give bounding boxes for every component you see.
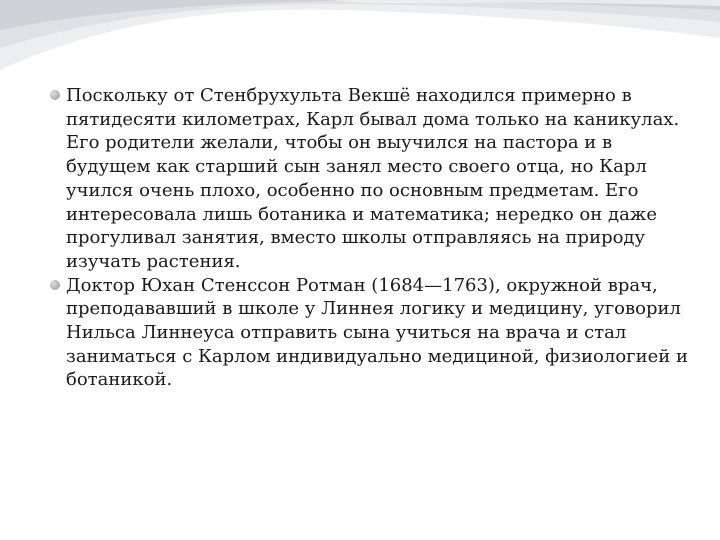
bullet-text: Доктор Юхан Стенссон Ротман (1684—1763), окружной врач, преподававший в школе у Линнея логику и медицину, уговорил Нильса Линнеуса отправить сына учиться на врача и стал заниматься с Карлом индивидуально медициной, физиологией и ботаникой.	[66, 274, 688, 391]
content-area	[50, 84, 690, 392]
bullet-item	[50, 274, 690, 393]
bullet-dot-icon	[50, 90, 60, 100]
bullet-list	[50, 84, 690, 392]
bullet-item	[50, 84, 690, 274]
top-wave-decoration	[0, 0, 720, 90]
bullet-dot-icon	[50, 280, 60, 290]
bullet-text: Поскольку от Стенбрухульта Векшё находился примерно в пятидесяти километрах, Карл бывал дома только на каникулах. Его родители желали, чтобы он выучился на пастора и в будущем как старший сын занял место своего отца, но Карл учился очень плохо, особенно по основным предметам. Его интересовала лишь ботаника и математика; нередко он даже прогуливал занятия, вместо школы отправляясь на природу изучать растения.	[66, 85, 680, 272]
